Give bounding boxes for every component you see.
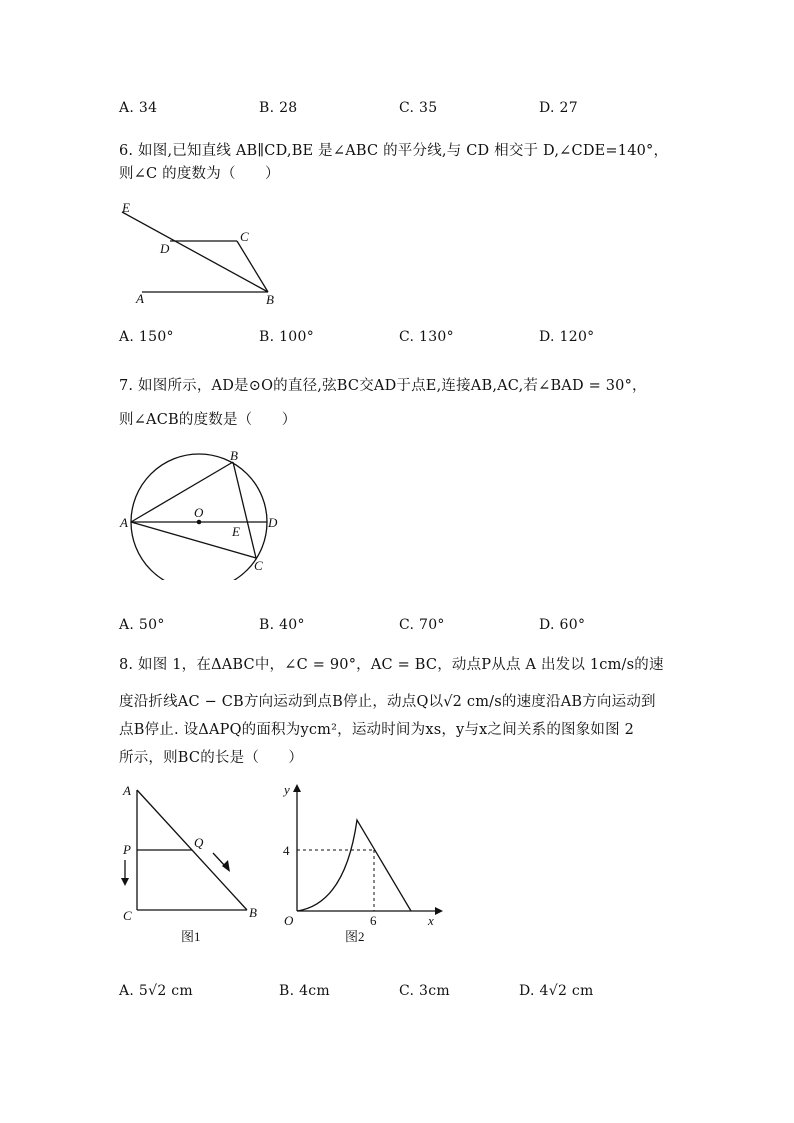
q5-option-b: B. 28 — [259, 100, 298, 116]
label-p: P — [123, 842, 131, 857]
label-e: E — [122, 200, 130, 215]
label-a: A — [136, 291, 144, 306]
label-origin: O — [284, 913, 294, 928]
chord-ab — [131, 462, 233, 522]
label-y: y — [284, 782, 290, 797]
q8-option-b: B. 4cm — [279, 983, 331, 999]
label-b: B — [266, 292, 274, 307]
label-c: C — [240, 229, 249, 244]
q5-option-d: D. 27 — [539, 100, 578, 116]
q7-option-d: D. 60° — [539, 617, 586, 633]
q6-stem-line1: 6. 如图,已知直线 AB∥CD,BE 是∠ABC 的平分线,与 CD 相交于 D,∠CDE=140°， — [119, 143, 669, 159]
q8-figure-2 — [275, 780, 450, 950]
q8-stem-line3: 点B停止. 设ΔAPQ的面积为ycm²，运动时间为xs，y与x之间关系的图象如图 2 — [119, 722, 635, 738]
label-c: C — [254, 558, 263, 573]
q6-figure — [110, 195, 290, 310]
q8-stem-line2: 度沿折线AC − CB方向运动到点B停止，动点Q以√2 cm/s的速度沿AB方向运动到 — [119, 694, 656, 710]
q6-option-d: D. 120° — [539, 329, 595, 345]
tick-label-x: 6 — [370, 913, 377, 928]
figure-2-caption: 图2 — [345, 929, 365, 944]
label-a: A — [123, 783, 131, 798]
q6-option-a: A. 150° — [119, 329, 174, 345]
tick-label-y: 4 — [283, 843, 290, 858]
line-be — [122, 212, 268, 292]
q7-option-c: C. 70° — [399, 617, 445, 633]
center-point-o — [197, 520, 202, 525]
q5-option-a: A. 34 — [119, 100, 158, 116]
q8-option-a: A. 5√2 cm — [119, 983, 194, 999]
arrow-p-down-icon — [121, 878, 129, 886]
q7-stem-line2: 则∠ACB的度数是（ ） — [119, 412, 297, 428]
q6-option-b: B. 100° — [259, 329, 315, 345]
q7-option-b: B. 40° — [259, 617, 305, 633]
label-e: E — [232, 524, 240, 539]
label-x: x — [428, 913, 434, 928]
q8-option-d: D. 4√2 cm — [519, 983, 594, 999]
q6-stem-line2: 则∠C 的度数为（ ） — [119, 166, 280, 182]
figure-1-caption: 图1 — [181, 929, 201, 944]
graph-curve — [297, 820, 411, 911]
label-o: O — [194, 505, 204, 520]
line-cb — [237, 241, 268, 292]
label-c: C — [123, 908, 132, 923]
q7-figure — [115, 445, 290, 580]
label-d: D — [268, 515, 278, 530]
q8-option-c: C. 3cm — [399, 983, 450, 999]
label-b: B — [230, 448, 238, 463]
q6-option-c: C. 130° — [399, 329, 454, 345]
q7-option-a: A. 50° — [119, 617, 165, 633]
q5-option-c: C. 35 — [399, 100, 438, 116]
q8-figure-1 — [115, 780, 275, 950]
y-axis-arrow-icon — [293, 784, 301, 792]
arrow-q-along-ab-icon — [222, 860, 230, 872]
q7-stem-line1: 7. 如图所示，AD是⊙O的直径,弦BC交AD于点E,连接AB,AC,若∠BAD = 30°， — [119, 378, 647, 394]
x-axis-arrow-icon — [435, 907, 443, 915]
label-a: A — [120, 515, 128, 530]
label-q: Q — [194, 835, 204, 850]
q8-stem-line4: 所示，则BC的长是（ ） — [119, 750, 304, 766]
label-d: D — [160, 241, 170, 256]
q8-stem-line1: 8. 如图 1，在ΔABC中，∠C = 90°，AC = BC，动点P从点 A 出发以 1cm/s的速 — [119, 657, 664, 673]
label-b: B — [249, 905, 257, 920]
chord-bc — [233, 462, 256, 558]
